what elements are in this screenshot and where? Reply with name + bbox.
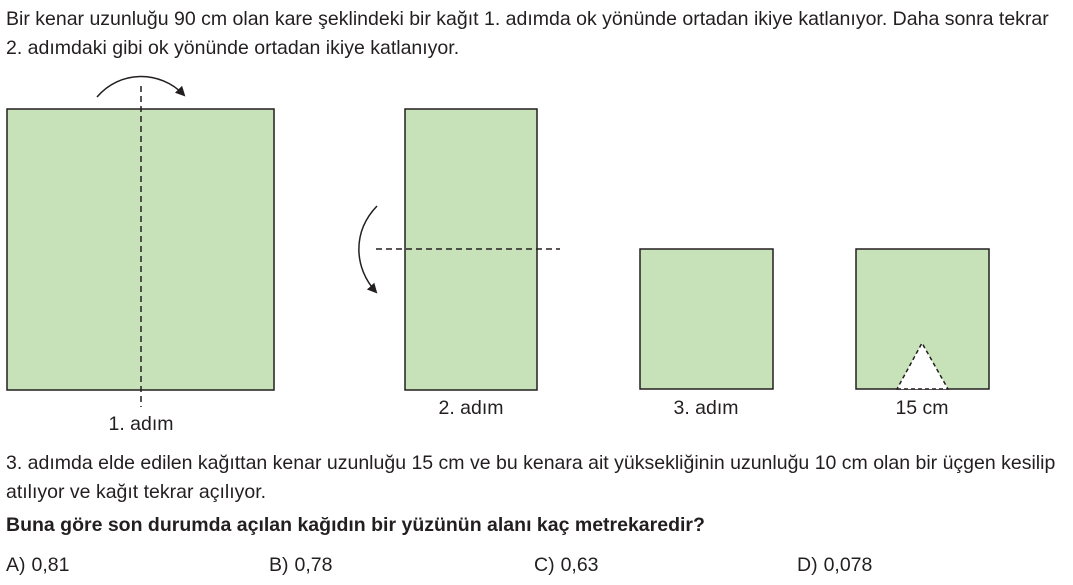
folding-figure bbox=[0, 60, 1073, 440]
step1-caption: 1. adım bbox=[108, 413, 174, 435]
option-value: 0,078 bbox=[823, 554, 873, 576]
option-letter: D) bbox=[797, 554, 818, 576]
option-value: 0,81 bbox=[31, 554, 70, 576]
option-value: 0,78 bbox=[294, 554, 333, 576]
option-letter: A) bbox=[6, 554, 26, 576]
option-c[interactable] bbox=[534, 551, 599, 580]
problem-body: 3. adımda elde edilen kağıttan kenar uzunluğu 15 cm ve bu kenara ait yüksekliğinin uzunluğu 10 cm olan bir üçgen kesilip atılıyor ve kağıt tekrar açılıyor. bbox=[6, 452, 1056, 503]
problem-intro: Bir kenar uzunluğu 90 cm olan kare şeklindeki bir kağıt 1. adımda ok yönünde ortadan ikiye katlanıyor. Daha sonra tekrar 2. adımdaki gibi ok yönünde ortadan ikiye katlanıyor. bbox=[6, 8, 1049, 59]
step3-caption: 3. adım bbox=[673, 397, 739, 419]
problem-question: Buna göre son durumda açılan kağıdın bir yüzünün alanı kaç metrekaredir? bbox=[6, 514, 705, 536]
option-letter: C) bbox=[534, 554, 555, 576]
option-a[interactable] bbox=[6, 551, 69, 580]
option-b[interactable] bbox=[269, 551, 332, 580]
option-letter: B) bbox=[269, 554, 289, 576]
option-d[interactable] bbox=[797, 551, 872, 580]
step3-square bbox=[640, 249, 773, 389]
option-value: 0,63 bbox=[560, 554, 599, 576]
step3-square-group bbox=[640, 249, 773, 419]
step2-caption: 2. adım bbox=[438, 397, 504, 419]
cut-square-group bbox=[856, 249, 989, 419]
cut-caption: 15 cm bbox=[895, 397, 949, 419]
step2-fold-arrow-icon bbox=[359, 206, 377, 292]
step1-square-group bbox=[7, 76, 274, 435]
step2-rect-group bbox=[359, 109, 560, 419]
